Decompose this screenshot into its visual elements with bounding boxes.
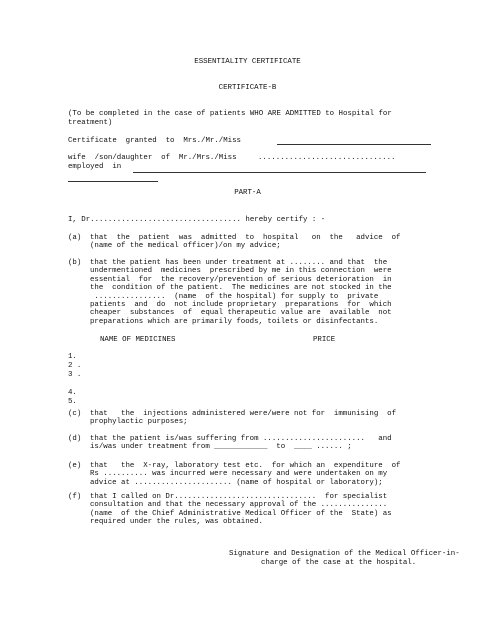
clause-b-line: cheaper substances of equal therapeutic value are available not — [90, 309, 392, 318]
clause-b-label: (b) — [68, 259, 82, 267]
clause-e-line: advice at ...................... (name of hospital or laboratory); — [90, 478, 383, 487]
clause-c-line: prophylactic purposes; — [90, 418, 188, 427]
clause-f-line: consultation and that the necessary approval of the ............... — [90, 501, 388, 510]
medicine-number: 4. — [68, 389, 77, 397]
relation-line: wife /son/daughter of Mr./Mrs./Miss — [68, 154, 237, 162]
employed-blank — [133, 172, 426, 173]
document-title: ESSENTIALITY CERTIFICATE — [194, 58, 301, 66]
clause-c-line: that the injections administered were/were not for immunising of — [90, 410, 397, 418]
clause-b-line: preparations which are primarily foods, toilets or disinfectants. — [90, 317, 379, 326]
clause-b-line: the condition of the patient. The medicines are not stocked in the — [90, 284, 392, 293]
clause-f-line: that I called on Dr................................ for specialist — [90, 493, 388, 501]
clause-e-line: Rs .......... was incurred were necessary and were undertaken on my — [90, 470, 388, 479]
clause-b-line: patients and do not include proprietary preparations for which — [90, 301, 392, 309]
clause-c-label: (c) — [68, 410, 82, 418]
signature-line1: Signature and Designation of the Medical Officer-in- — [229, 550, 460, 558]
part-a-heading: PART-A — [234, 189, 261, 197]
clause-d-line: that the patient is/was suffering from ....................... and — [90, 435, 392, 443]
medicine-number: 5. — [68, 398, 77, 406]
medicines-column-header: NAME OF MEDICINES — [100, 336, 176, 344]
clause-f-label: (f) — [68, 493, 82, 501]
clause-e-label: (e) — [68, 462, 82, 470]
medicine-number: 3 . — [68, 371, 82, 379]
price-column-header: PRICE — [313, 336, 336, 344]
clause-b-line: ................ (name of the hospital) for supply to private — [90, 292, 379, 301]
clause-a-label: (a) — [68, 234, 82, 242]
signature-line2: charge of the case at the hospital. — [261, 559, 417, 567]
clause-e-line: that the X-ray, laboratory test etc. for which an expenditure of — [90, 462, 401, 470]
clause-b-line: that the patient has been under treatment at ........ and that the — [90, 259, 388, 267]
granted-blank — [277, 144, 431, 145]
relation-dots: ............................... — [258, 154, 396, 162]
medicine-number: 2 . — [68, 362, 82, 370]
granted-line: Certificate granted to Mrs./Mr./Miss — [68, 137, 241, 145]
clause-d-label: (d) — [68, 435, 82, 443]
clause-b-line: undermentioned medicines prescribed by me in this connection were — [90, 267, 392, 276]
clause-f-line: (name of the Chief Administrative Medical Officer of the State) as — [90, 509, 392, 518]
certify-line: I, Dr.................................. hereby certify : - — [68, 216, 326, 224]
medicine-number: 1. — [68, 353, 77, 361]
clause-a-line: (name of the medical officer)/on my advice; — [90, 242, 281, 251]
employed-blank-continued — [68, 181, 158, 182]
employed-line: employed in — [68, 163, 122, 171]
intro-note-line2: treatment) — [68, 119, 113, 127]
clause-a-line: that the patient was admitted to hospital on the advice of — [90, 234, 401, 242]
document-subtitle: CERTIFICATE-B — [218, 84, 277, 92]
clause-d-line: is/was under treatment from ____________ to ____ ...... ; — [90, 443, 352, 452]
clause-f-line: required under the rules, was obtained. — [90, 518, 263, 527]
intro-note-line1: (To be completed in the case of patients WHO ARE ADMITTED to Hospital for — [68, 110, 392, 118]
clause-b-line: essential for the recovery/prevention of serious deterioration in — [90, 275, 392, 284]
